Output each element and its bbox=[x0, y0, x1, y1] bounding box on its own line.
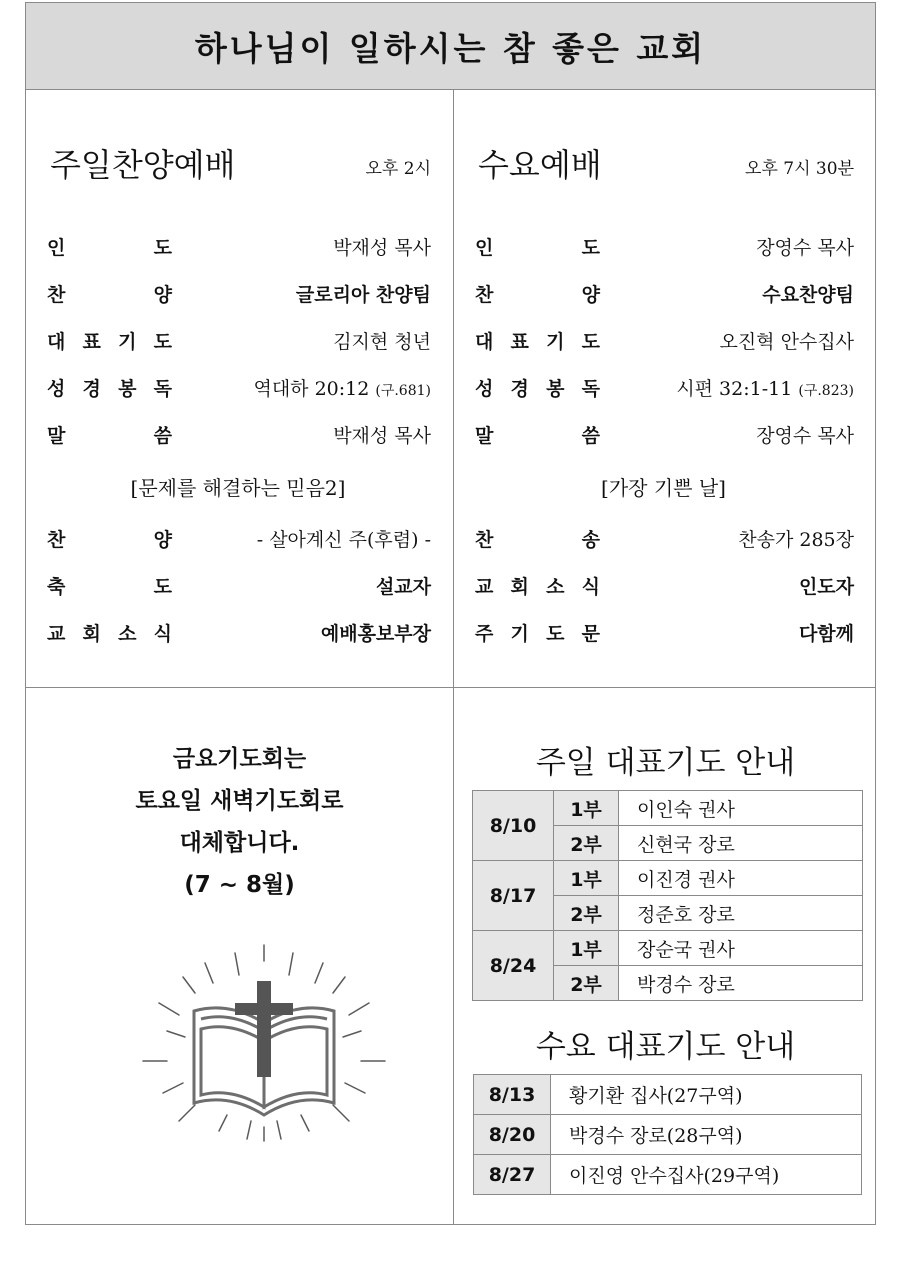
wednesday-prayer-title: 수요 대표기도 안내 bbox=[535, 1029, 796, 1065]
prayer-date: 8/20 bbox=[474, 1115, 551, 1155]
order-value-text: 오진혁 안수집사 bbox=[719, 331, 854, 353]
order-value-text: 김지현 청년 bbox=[333, 331, 431, 353]
prayer-date: 8/17 bbox=[473, 861, 554, 931]
sunday-service-time: 오후 2시 bbox=[365, 159, 431, 179]
order-label bbox=[475, 527, 600, 553]
order-label-char: 말 bbox=[475, 425, 494, 447]
sunday-prayer-title: 주일 대표기도 안내 bbox=[535, 745, 796, 781]
order-value-text: 장영수 목사 bbox=[756, 425, 854, 447]
order-label-char: 표 bbox=[82, 331, 101, 353]
order-label-char: 봉 bbox=[118, 378, 137, 400]
order-label bbox=[47, 329, 172, 355]
wednesday-service bbox=[473, 90, 854, 658]
prayer-leader: 박경수 장로 bbox=[619, 966, 863, 1001]
sunday-order-list bbox=[45, 225, 431, 460]
order-value bbox=[799, 574, 854, 600]
order-value bbox=[296, 282, 431, 308]
order-label-char: 회 bbox=[510, 576, 529, 598]
order-label-char: 소 bbox=[546, 576, 565, 598]
order-value-text: - 살아계신 주(후렴) - bbox=[256, 529, 431, 551]
order-label-char: 씀 bbox=[581, 425, 600, 447]
order-value bbox=[762, 282, 854, 308]
table-row bbox=[474, 1155, 862, 1195]
order-label-char: 찬 bbox=[47, 284, 66, 306]
notice-line: 금요기도회는 bbox=[172, 746, 307, 772]
order-value bbox=[756, 423, 854, 449]
order-row bbox=[473, 225, 854, 272]
wednesday-order-list bbox=[473, 225, 854, 460]
order-label-char: 독 bbox=[581, 378, 600, 400]
order-label-char: 경 bbox=[82, 378, 101, 400]
order-label-char: 문 bbox=[581, 623, 600, 645]
order-label-char: 교 bbox=[475, 576, 494, 598]
sunday-order-list-after bbox=[45, 517, 431, 658]
order-label-char: 회 bbox=[82, 623, 101, 645]
order-label-char: 도 bbox=[153, 331, 172, 353]
wednesday-order-list-after bbox=[473, 517, 854, 658]
table-row bbox=[473, 861, 863, 896]
sunday-prayer-table bbox=[472, 790, 863, 1001]
notice-line: (7 ~ 8월) bbox=[184, 872, 295, 898]
wednesday-service-title: 수요예배 bbox=[478, 146, 602, 184]
order-label bbox=[475, 376, 600, 402]
sunday-service-title: 주일찬양예배 bbox=[50, 146, 236, 184]
order-value-text: 예배홍보부장 bbox=[320, 623, 431, 645]
order-label-char: 기 bbox=[546, 331, 565, 353]
order-row bbox=[45, 564, 431, 611]
order-row bbox=[45, 413, 431, 460]
sunday-service-header bbox=[45, 145, 431, 225]
order-value bbox=[799, 621, 854, 647]
service-part: 1부 bbox=[554, 931, 619, 966]
order-label-char: 식 bbox=[581, 576, 600, 598]
order-label-char: 소 bbox=[118, 623, 137, 645]
order-label-char: 양 bbox=[153, 529, 172, 551]
order-label bbox=[47, 376, 172, 402]
prayer-date: 8/24 bbox=[473, 931, 554, 1001]
order-value-text: 박재성 목사 bbox=[333, 425, 431, 447]
order-label bbox=[475, 282, 600, 308]
order-row bbox=[473, 272, 854, 319]
order-value bbox=[257, 527, 431, 553]
order-value bbox=[253, 376, 431, 404]
order-label-char: 양 bbox=[581, 284, 600, 306]
prayer-leader: 이인숙 권사 bbox=[619, 791, 863, 826]
bulletin-page bbox=[25, 2, 876, 1225]
order-label-char: 표 bbox=[510, 331, 529, 353]
section-divider bbox=[26, 687, 875, 688]
order-label-char: 씀 bbox=[153, 425, 172, 447]
service-part: 2부 bbox=[554, 896, 619, 931]
order-row bbox=[473, 319, 854, 366]
order-value-text: 장영수 목사 bbox=[756, 237, 854, 259]
scripture-ref: (구.823) bbox=[798, 383, 854, 399]
service-part: 1부 bbox=[554, 861, 619, 896]
order-value-text: 시편 32:1-11 bbox=[676, 378, 793, 400]
prayer-date: 8/10 bbox=[473, 791, 554, 861]
order-row bbox=[473, 366, 854, 413]
prayer-date: 8/27 bbox=[474, 1155, 551, 1195]
sunday-service bbox=[45, 90, 431, 658]
order-row bbox=[473, 413, 854, 460]
order-row bbox=[473, 611, 854, 658]
order-row bbox=[45, 272, 431, 319]
order-label-char: 축 bbox=[47, 576, 66, 598]
cross-bible-icon bbox=[139, 943, 389, 1143]
church-banner: 하나님이 일하시는 참 좋은 교회 bbox=[26, 3, 875, 90]
order-value-text: 글로리아 찬양팀 bbox=[295, 284, 431, 306]
order-value-text: 인도자 bbox=[798, 576, 854, 598]
order-label bbox=[47, 423, 172, 449]
order-value bbox=[738, 527, 854, 553]
order-value-text: 박재성 목사 bbox=[333, 237, 431, 259]
table-row bbox=[473, 931, 863, 966]
order-label-char: 말 bbox=[47, 425, 66, 447]
service-part: 2부 bbox=[554, 966, 619, 1001]
order-label-char: 기 bbox=[510, 623, 529, 645]
order-label bbox=[47, 574, 172, 600]
order-row bbox=[45, 225, 431, 272]
order-label-char: 송 bbox=[581, 529, 600, 551]
order-label-char: 도 bbox=[581, 331, 600, 353]
wednesday-sermon-title: [가장 기쁜 날] bbox=[601, 476, 726, 500]
order-value-text: 역대하 20:12 bbox=[253, 378, 370, 400]
order-label-char: 찬 bbox=[475, 284, 494, 306]
wednesday-service-time: 오후 7시 30분 bbox=[745, 159, 854, 179]
prayer-date: 8/13 bbox=[474, 1075, 551, 1115]
order-row bbox=[473, 564, 854, 611]
order-value bbox=[676, 376, 854, 404]
notice-line: 대체합니다. bbox=[179, 830, 300, 856]
order-label-char: 찬 bbox=[47, 529, 66, 551]
order-label-char: 도 bbox=[581, 237, 600, 259]
service-part: 1부 bbox=[554, 791, 619, 826]
order-value-text: 설교자 bbox=[375, 576, 431, 598]
order-label bbox=[475, 235, 600, 261]
order-label-char: 식 bbox=[153, 623, 172, 645]
order-value-text: 찬송가 285장 bbox=[738, 529, 854, 551]
prayer-leader: 정준호 장로 bbox=[619, 896, 863, 931]
order-label-char: 도 bbox=[546, 623, 565, 645]
notice-line: 토요일 새벽기도회로 bbox=[135, 788, 344, 814]
order-label-char: 기 bbox=[118, 331, 137, 353]
order-label bbox=[475, 574, 600, 600]
order-label-char: 주 bbox=[475, 623, 494, 645]
service-part: 2부 bbox=[554, 826, 619, 861]
order-label-char: 대 bbox=[475, 331, 494, 353]
prayer-leader: 장순국 권사 bbox=[619, 931, 863, 966]
order-label bbox=[47, 282, 172, 308]
order-label-char: 도 bbox=[153, 237, 172, 259]
order-value bbox=[333, 329, 431, 355]
table-row bbox=[474, 1115, 862, 1155]
order-row bbox=[45, 366, 431, 413]
order-row bbox=[45, 319, 431, 366]
order-label-char: 양 bbox=[153, 284, 172, 306]
order-label bbox=[47, 527, 172, 553]
order-value bbox=[756, 235, 854, 261]
order-label-char: 찬 bbox=[475, 529, 494, 551]
wednesday-service-header bbox=[473, 145, 854, 225]
order-value bbox=[376, 574, 431, 600]
table-row bbox=[473, 791, 863, 826]
order-value bbox=[321, 621, 431, 647]
prayer-leader: 신현국 장로 bbox=[619, 826, 863, 861]
order-label bbox=[475, 329, 600, 355]
order-value bbox=[333, 423, 431, 449]
prayer-leader: 박경수 장로(28구역) bbox=[551, 1115, 862, 1155]
order-label-char: 독 bbox=[153, 378, 172, 400]
wednesday-prayer-table bbox=[473, 1074, 862, 1195]
order-label bbox=[47, 235, 172, 261]
order-label-char: 성 bbox=[475, 378, 494, 400]
order-label bbox=[475, 621, 600, 647]
order-label-char: 경 bbox=[510, 378, 529, 400]
order-label-char: 성 bbox=[47, 378, 66, 400]
order-label bbox=[47, 621, 172, 647]
order-value-text: 다함께 bbox=[798, 623, 854, 645]
order-value bbox=[719, 329, 854, 355]
scripture-ref: (구.681) bbox=[375, 383, 431, 399]
order-label bbox=[475, 423, 600, 449]
table-row bbox=[474, 1075, 862, 1115]
order-row bbox=[45, 611, 431, 658]
prayer-leader: 황기환 집사(27구역) bbox=[551, 1075, 862, 1115]
order-label-char: 인 bbox=[475, 237, 494, 259]
prayer-leader: 이진경 권사 bbox=[619, 861, 863, 896]
order-label-char: 교 bbox=[47, 623, 66, 645]
order-value bbox=[333, 235, 431, 261]
order-label-char: 대 bbox=[47, 331, 66, 353]
order-label-char: 도 bbox=[153, 576, 172, 598]
sunday-sermon-title: [문제를 해결하는 믿음2] bbox=[130, 476, 346, 500]
order-row bbox=[45, 517, 431, 564]
order-label-char: 인 bbox=[47, 237, 66, 259]
order-value-text: 수요찬양팀 bbox=[762, 284, 854, 306]
order-label-char: 봉 bbox=[546, 378, 565, 400]
prayer-leader: 이진영 안수집사(29구역) bbox=[551, 1155, 862, 1195]
friday-prayer-notice bbox=[26, 738, 453, 906]
order-row bbox=[473, 517, 854, 564]
